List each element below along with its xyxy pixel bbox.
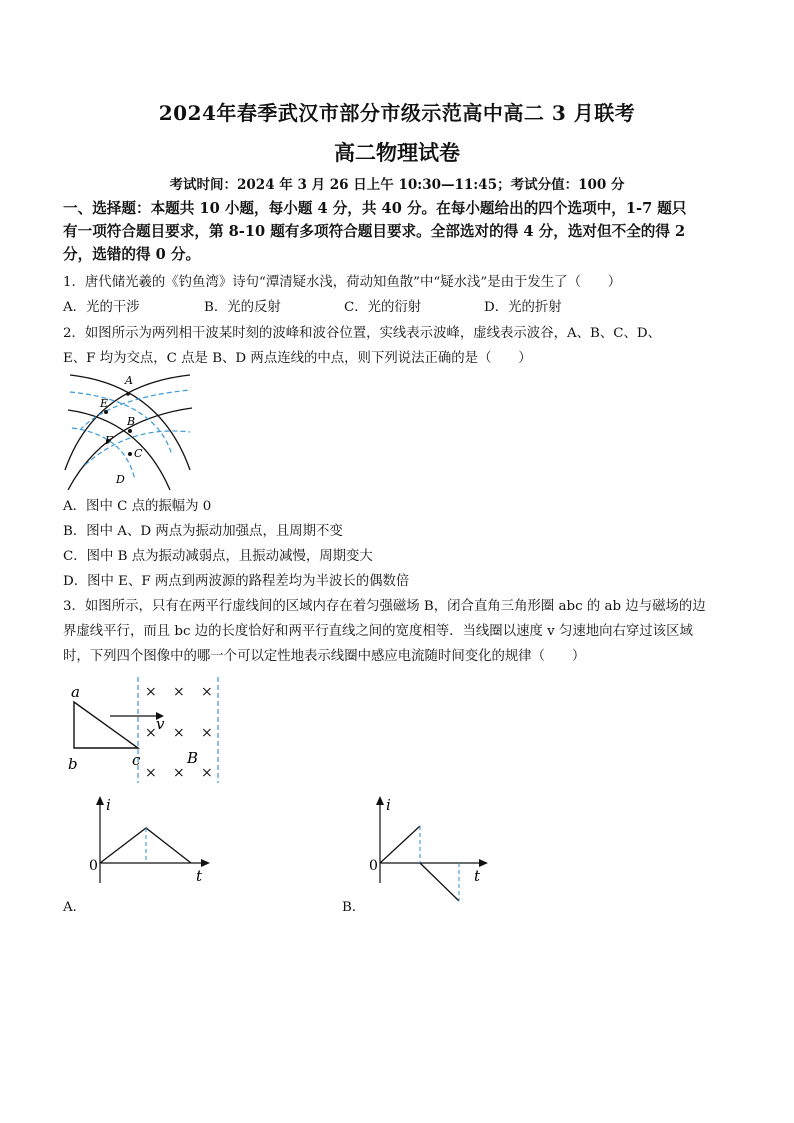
current-curve bbox=[420, 863, 459, 901]
q3-stem-line-2: 界虚线平行，而且 bc 边的长度恰好和两平行直线之间的宽度相等．当线圈以速度 v 匀速地向右穿过该区域 bbox=[63, 624, 693, 639]
field-label: B bbox=[187, 749, 199, 767]
section-intro-line-3: 分，选错的得 0 分。 bbox=[63, 246, 201, 263]
section-intro-line-1: 一、选择题：本题共 10 小题，每小题 4 分，共 40 分。在每小题给出的四个选项中，1-7 题只 bbox=[63, 200, 687, 217]
q2-interference-figure bbox=[60, 370, 200, 490]
point-marker bbox=[126, 392, 130, 396]
current-curve bbox=[380, 826, 420, 863]
field-cross: × bbox=[145, 765, 157, 781]
point-label-d: D bbox=[116, 473, 125, 486]
q1-option-b: B．光的反射 bbox=[204, 300, 281, 315]
q3-magnetic-field-figure bbox=[60, 675, 235, 785]
x-axis-label: t bbox=[474, 867, 481, 885]
q3-graph-b bbox=[365, 795, 495, 905]
q2-option-d: D．图中 E、F 两点到两波源的路程差均为半波长的偶数倍 bbox=[63, 574, 410, 589]
field-cross: × bbox=[173, 765, 185, 781]
x-axis-arrowhead bbox=[201, 859, 210, 867]
q3-option-a: A． bbox=[63, 900, 87, 915]
y-axis-label: i bbox=[386, 796, 391, 814]
y-axis-arrowhead bbox=[96, 796, 104, 805]
q2-stem-line-2: E、F 均为交点，C 点是 B、D 两点连线的中点，则下列说法正确的是（ ） bbox=[63, 351, 532, 366]
q2-stem-line-1: 2．如图所示为两列相干波某时刻的波峰和波谷位置，实线表示波峰，虚线表示波谷，A、B、C、D、 bbox=[63, 326, 662, 341]
coil-label-a: a bbox=[71, 683, 80, 701]
velocity-label: v bbox=[156, 715, 165, 733]
field-cross: × bbox=[145, 725, 157, 741]
point-marker bbox=[104, 410, 108, 414]
q2-option-c: C．图中 B 点为振动减弱点，且振动减慢，周期变大 bbox=[63, 549, 373, 564]
field-cross: × bbox=[145, 684, 157, 700]
point-label-e: E bbox=[100, 397, 109, 410]
coil-label-c: c bbox=[132, 751, 141, 769]
q3-stem-line-3: 时，下列四个图像中的哪一个可以定性地表示线圈中感应电流随时间变化的规律（ ） bbox=[63, 649, 586, 664]
exam-subtitle: 高二物理试卷 bbox=[334, 140, 460, 165]
x-axis-arrowhead bbox=[479, 859, 488, 867]
q1-option-d: D．光的折射 bbox=[484, 300, 562, 315]
q3-stem-line-1: 3．如图所示，只有在两平行虚线间的区域内存在着匀强磁场 B，闭合直角三角形圈 abc 的 ab 边与磁场的边 bbox=[63, 599, 706, 614]
origin-label: 0 bbox=[369, 858, 378, 874]
field-cross: × bbox=[201, 725, 213, 741]
field-cross: × bbox=[201, 765, 213, 781]
section-intro-line-2: 有一项符合题目要求，第 8-10 题有多项符合题目要求。全部选对的得 4 分，选对但不全的得 2 bbox=[63, 223, 686, 240]
q2-option-a: A．图中 C 点的振幅为 0 bbox=[63, 499, 212, 514]
q1-option-a: A．光的干涉 bbox=[63, 300, 140, 315]
wave-trough-arc bbox=[70, 392, 172, 455]
point-label-c: C bbox=[134, 447, 143, 460]
exam-title: 2024年春季武汉市部分市级示范高中高二 3 月联考 bbox=[158, 101, 636, 125]
exam-info: 考试时间：2024 年 3 月 26 日上午 10:30—11:45；考试分值：100 分 bbox=[169, 177, 625, 193]
field-cross: × bbox=[201, 684, 213, 700]
point-label-a: A bbox=[125, 374, 133, 387]
point-label-f: F bbox=[105, 434, 113, 447]
q1-option-c: C．光的衍射 bbox=[344, 300, 422, 315]
triangle-coil bbox=[74, 702, 138, 748]
section-intro bbox=[63, 197, 735, 266]
point-marker bbox=[128, 429, 132, 433]
point-label-b: B bbox=[127, 415, 136, 428]
origin-label: 0 bbox=[89, 858, 98, 874]
y-axis-arrowhead bbox=[376, 796, 384, 805]
point-marker bbox=[128, 452, 132, 456]
q3-graph-a bbox=[85, 795, 215, 885]
field-cross: × bbox=[173, 684, 185, 700]
x-axis-label: t bbox=[196, 867, 203, 885]
q2-option-b: B．图中 A、D 两点为振动加强点，且周期不变 bbox=[63, 524, 343, 539]
field-cross: × bbox=[173, 725, 185, 741]
coil-label-b: b bbox=[68, 755, 78, 773]
q3-option-b: B． bbox=[342, 900, 366, 915]
q1-stem: 1．唐代储光羲的《钓鱼湾》诗句“潭清疑水浅，荷动知鱼散”中“疑水浅”是由于发生了（ ） bbox=[63, 275, 622, 290]
y-axis-label: i bbox=[106, 796, 111, 814]
